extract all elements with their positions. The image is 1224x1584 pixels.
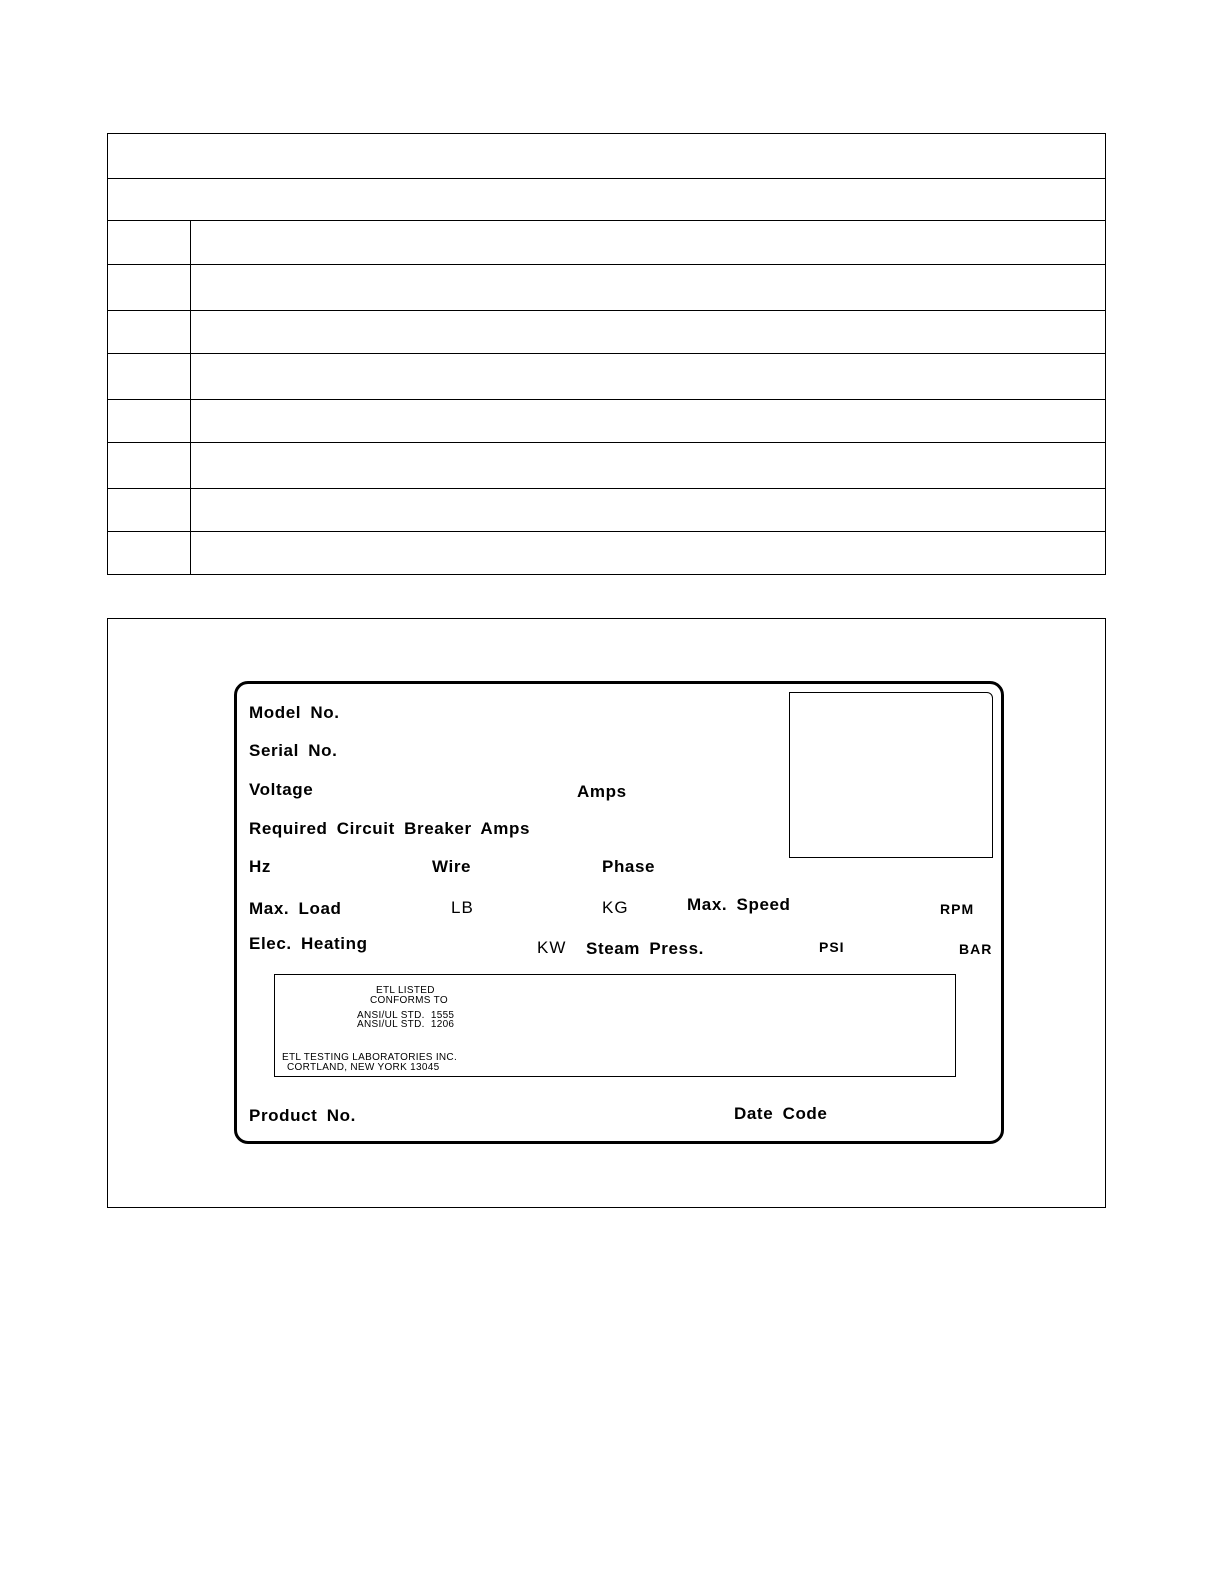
bar-unit: BAR bbox=[959, 941, 993, 957]
max-load-label: Max. Load bbox=[249, 899, 342, 918]
serial-no-label: Serial No. bbox=[249, 741, 338, 760]
rpm-unit: RPM bbox=[940, 901, 975, 917]
kg-unit: KG bbox=[602, 898, 629, 917]
required-breaker-label: Required Circuit Breaker Amps bbox=[249, 819, 531, 838]
table-row-divider bbox=[108, 488, 1105, 489]
elec-heating-label: Elec. Heating bbox=[249, 934, 368, 953]
table-row-divider bbox=[108, 310, 1105, 311]
table-row-divider bbox=[108, 442, 1105, 443]
cert-line-std-1555: ANSI/UL STD. 1555 bbox=[357, 1010, 455, 1021]
table-row-divider bbox=[108, 353, 1105, 354]
cert-line-std-1206: ANSI/UL STD. 1206 bbox=[357, 1019, 455, 1030]
steam-press-label: Steam Press. bbox=[586, 939, 704, 958]
table-row-divider bbox=[108, 264, 1105, 265]
cert-line-conforms: CONFORMS TO bbox=[370, 995, 448, 1006]
wire-label: Wire bbox=[432, 857, 472, 876]
table-row-divider bbox=[108, 531, 1105, 532]
model-no-label: Model No. bbox=[249, 703, 340, 722]
max-speed-label: Max. Speed bbox=[687, 895, 791, 914]
cert-line-lab-address: CORTLAND, NEW YORK 13045 bbox=[287, 1062, 440, 1073]
voltage-label: Voltage bbox=[249, 780, 314, 799]
table-row-divider bbox=[108, 178, 1105, 179]
product-no-label: Product No. bbox=[249, 1106, 356, 1125]
cert-line-lab-name: ETL TESTING LABORATORIES INC. bbox=[282, 1052, 458, 1063]
phase-label: Phase bbox=[602, 857, 656, 876]
amps-label: Amps bbox=[577, 782, 627, 801]
psi-unit: PSI bbox=[819, 939, 845, 955]
date-code-label: Date Code bbox=[734, 1104, 828, 1123]
table-row-divider bbox=[108, 220, 1105, 221]
kw-unit: KW bbox=[537, 938, 567, 957]
table-column-divider bbox=[190, 220, 191, 574]
lb-unit: LB bbox=[451, 898, 474, 917]
nameplate-image-area bbox=[789, 692, 993, 858]
table-row-divider bbox=[108, 399, 1105, 400]
hz-label: Hz bbox=[249, 857, 271, 876]
cert-line-etl-listed: ETL LISTED bbox=[376, 985, 435, 996]
blank-table bbox=[107, 133, 1106, 575]
